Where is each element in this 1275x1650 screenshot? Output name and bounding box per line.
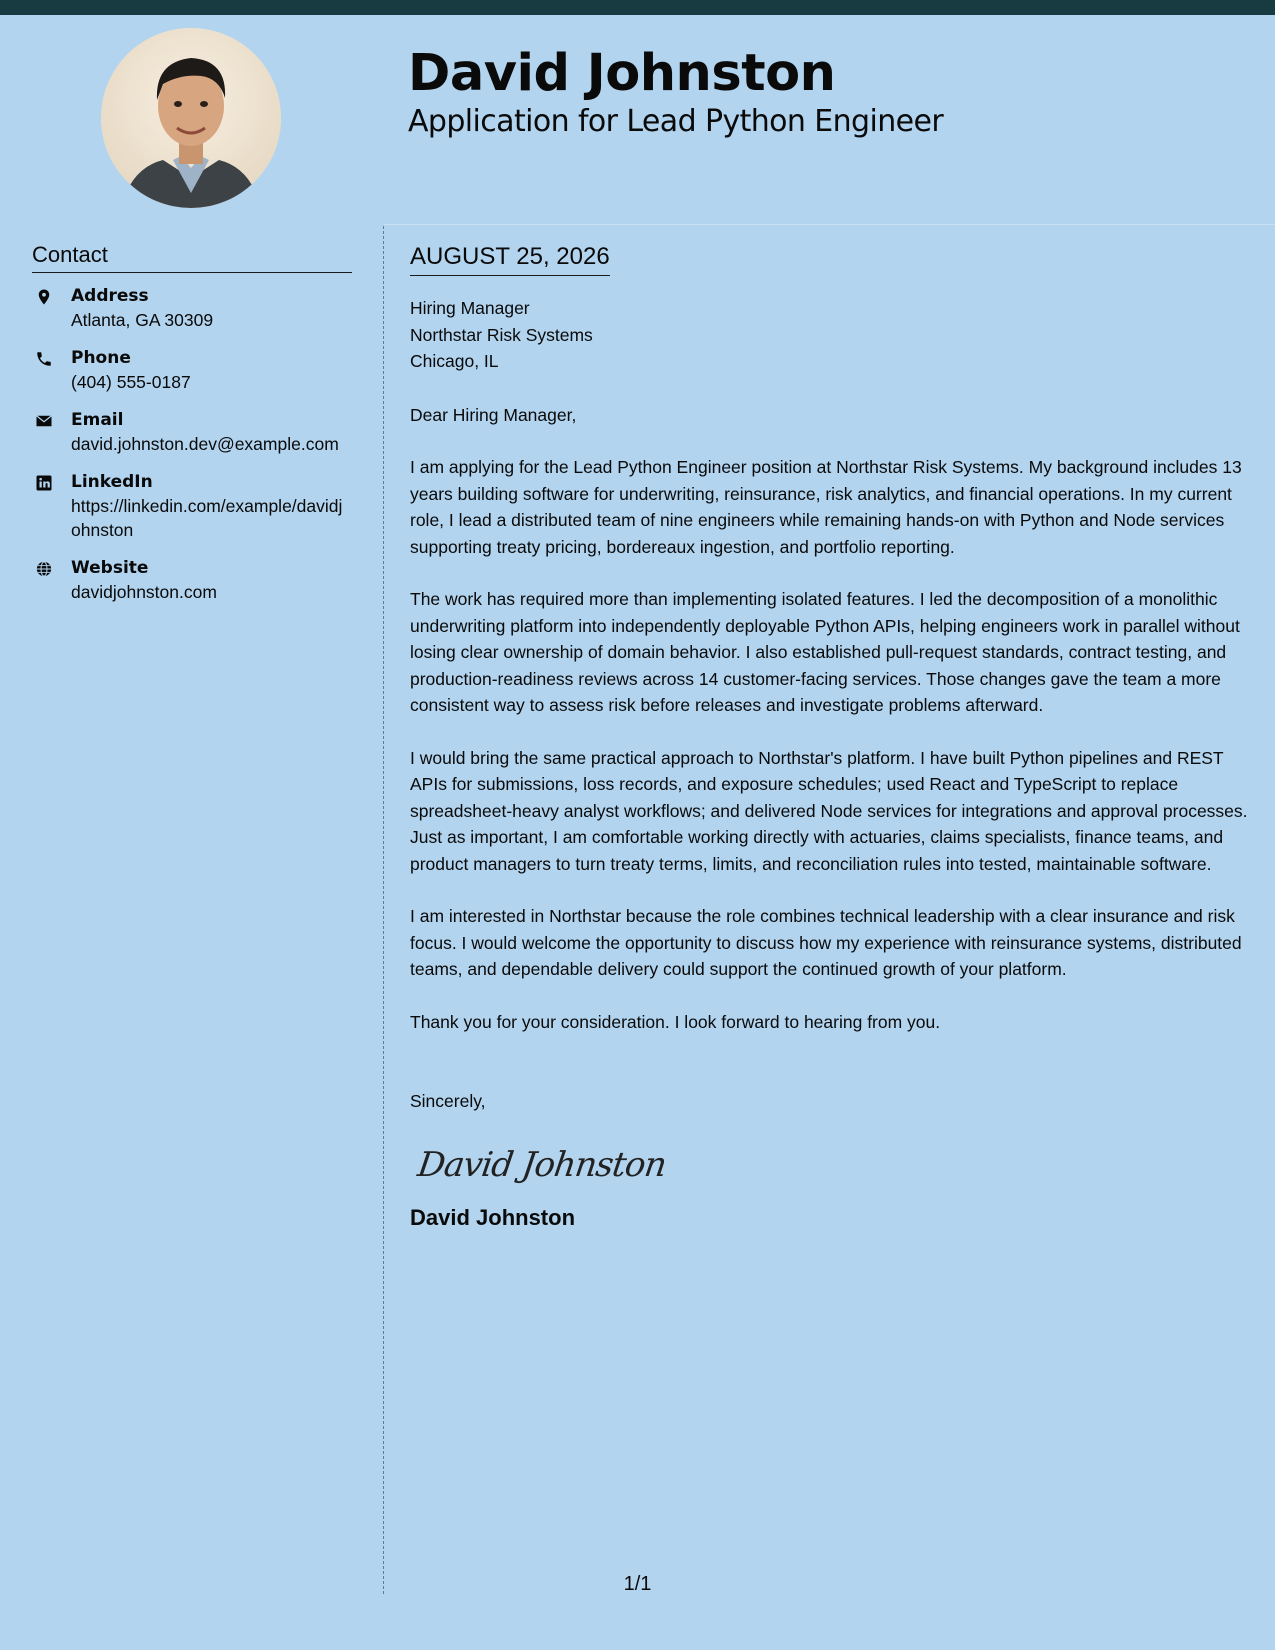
phone-icon (35, 350, 53, 368)
letter-paragraph: I would bring the same practical approach to Northstar's platform. I have built Python pipelines and REST APIs for submissions, loss records, and exposure schedules; used React and TypeScript to replace spreadsheet-heavy analyst workflows; and delivered Node services for integrations and approval processes. Just as important, I am comfortable working directly with actuaries, claims specialists, finance teams, and product managers to turn treaty terms, limits, and reconciliation rules into tested, maintainable software. (410, 747, 1248, 874)
letter-paragraph: I am interested in Northstar because the role combines technical leadership with a clear insurance and risk focus. I would welcome the opportunity to discuss how my experience with reinsurance systems, distributed teams, and dependable delivery could support the continued growth of your platform. (410, 906, 1242, 979)
letter-body (410, 240, 1250, 1233)
closing: Sincerely, (410, 1091, 486, 1111)
recipient-line: Northstar Risk Systems (410, 324, 593, 345)
contact-value: davidjohnston.com (71, 582, 217, 602)
contact-heading: Contact (32, 240, 352, 273)
contact-value: Atlanta, GA 30309 (71, 310, 214, 330)
applicant-name: David Johnston (408, 44, 836, 103)
handwritten-signature: David Johnston (415, 1144, 669, 1185)
letter-paragraph: Thank you for your consideration. I look forward to hearing from you. (410, 1011, 941, 1032)
contact-label: Website (71, 558, 149, 578)
recipient-line: Chicago, IL (410, 351, 499, 371)
contact-label: Phone (71, 348, 131, 368)
contact-value: david.johnston.dev@example.com (71, 434, 339, 454)
contact-label: Email (71, 410, 124, 430)
contact-item-address (32, 284, 352, 332)
contact-label: Address (71, 286, 149, 306)
salutation: Dear Hiring Manager, (410, 404, 577, 425)
column-divider (383, 226, 384, 1594)
profile-photo (101, 28, 281, 208)
contact-item-website (32, 556, 352, 604)
contact-value: (404) 555-0187 (71, 372, 191, 392)
recipient-line: Hiring Manager (410, 298, 530, 318)
page-number: 1/1 (623, 1573, 652, 1595)
contact-item-linkedin (32, 470, 352, 542)
letter-paragraph: The work has required more than implementing isolated features. I led the decomposition of a monolithic underwriting platform into independently deployable Python APIs, helping engineers work in parallel without losing clear ownership of domain behavior. I also established pull-request standards, contract testing, and production-readiness reviews across 14 customer-facing services. Those changes gave the team a more consistent way to assess risk before releases and investigate problems afterward. (410, 589, 1240, 715)
contact-item-phone (32, 346, 352, 394)
contact-item-email (32, 408, 352, 456)
signer-name: David Johnston (410, 1204, 576, 1230)
contact-value: https://linkedin.com/example/davidjohnston (71, 496, 343, 540)
header-rule (384, 224, 1275, 225)
contact-sidebar (32, 240, 352, 618)
linkedin-icon (35, 474, 53, 492)
contact-label: LinkedIn (71, 472, 153, 492)
location-pin-icon (35, 288, 53, 306)
application-subtitle: Application for Lead Python Engineer (408, 104, 944, 139)
envelope-icon (35, 412, 53, 430)
top-accent-bar (0, 0, 1275, 15)
letter-paragraph: I am applying for the Lead Python Engineer position at Northstar Risk Systems. My background includes 13 years building software for underwriting, reinsurance, risk analytics, and financial operations. In my current role, I lead a distributed team of nine engineers while remaining hands-on with Python and Node services supporting treaty pricing, bordereaux ingestion, and portfolio reporting. (410, 457, 1242, 557)
recipient-block (410, 295, 1250, 375)
globe-icon (35, 560, 53, 578)
letter-date: AUGUST 25, 2026 (410, 240, 610, 276)
